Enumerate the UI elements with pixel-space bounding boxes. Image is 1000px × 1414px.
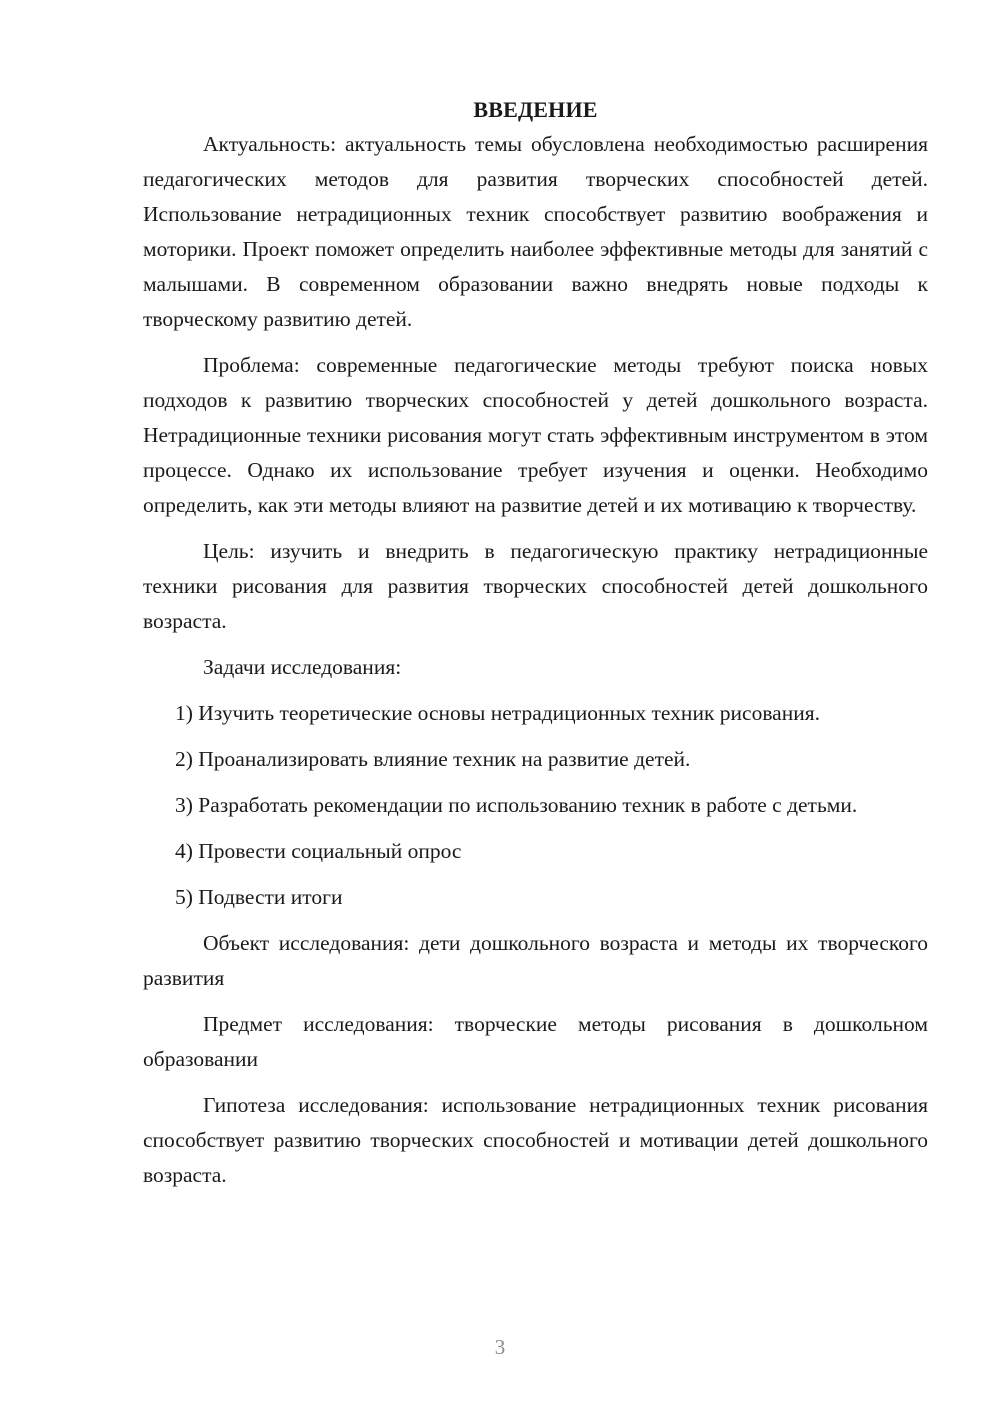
page-number: 3: [494, 1335, 506, 1359]
document-page: [143, 92, 928, 1204]
task-item: 2) Проанализировать влияние техник на развитие детей.: [175, 747, 691, 771]
section-heading: ВВЕДЕНИЕ: [473, 97, 598, 122]
tasks-list: [143, 696, 928, 915]
subject-paragraph: Предмет исследования: творческие методы рисования в дошкольном образовании: [143, 1012, 928, 1071]
task-item: 4) Провести социальный опрос: [175, 839, 462, 863]
task-item: 5) Подвести итоги: [175, 885, 343, 909]
object-paragraph: Объект исследования: дети дошкольного возраста и методы их творческого развития: [143, 931, 928, 990]
goal-paragraph: Цель: изучить и внедрить в педагогическую практику нетрадиционные техники рисования для развития творческих способностей детей дошкольного возраста.: [143, 539, 928, 633]
task-item: 3) Разработать рекомендации по использованию техник в работе с детьми.: [175, 793, 858, 817]
problem-paragraph: Проблема: современные педагогические методы требуют поиска новых подходов к развитию творческих способностей у детей дошкольного возраста. Нетрадиционные техники рисования могут стать эффективным инструментом в этом процессе. Однако их использование требует изучения и оценки. Необходимо определить, как эти методы влияют на развитие детей и их мотивацию к творчеству.: [143, 353, 928, 517]
hypothesis-paragraph: Гипотеза исследования: использование нетрадиционных техник рисования способствует развитию творческих способностей и мотивации детей дошкольного возраста.: [143, 1093, 928, 1187]
tasks-label: Задачи исследования:: [203, 655, 402, 679]
relevance-paragraph: Актуальность: актуальность темы обусловлена необходимостью расширения педагогических методов для развития творческих способностей детей. Использование нетрадиционных техник способствует развитию воображения и моторики. Проект поможет определить наиболее эффективные методы для занятий с малышами. В современном образовании важно внедрять новые подходы к творческому развитию детей.: [143, 132, 928, 331]
task-item: 1) Изучить теоретические основы нетрадиционных техник рисования.: [175, 701, 820, 725]
